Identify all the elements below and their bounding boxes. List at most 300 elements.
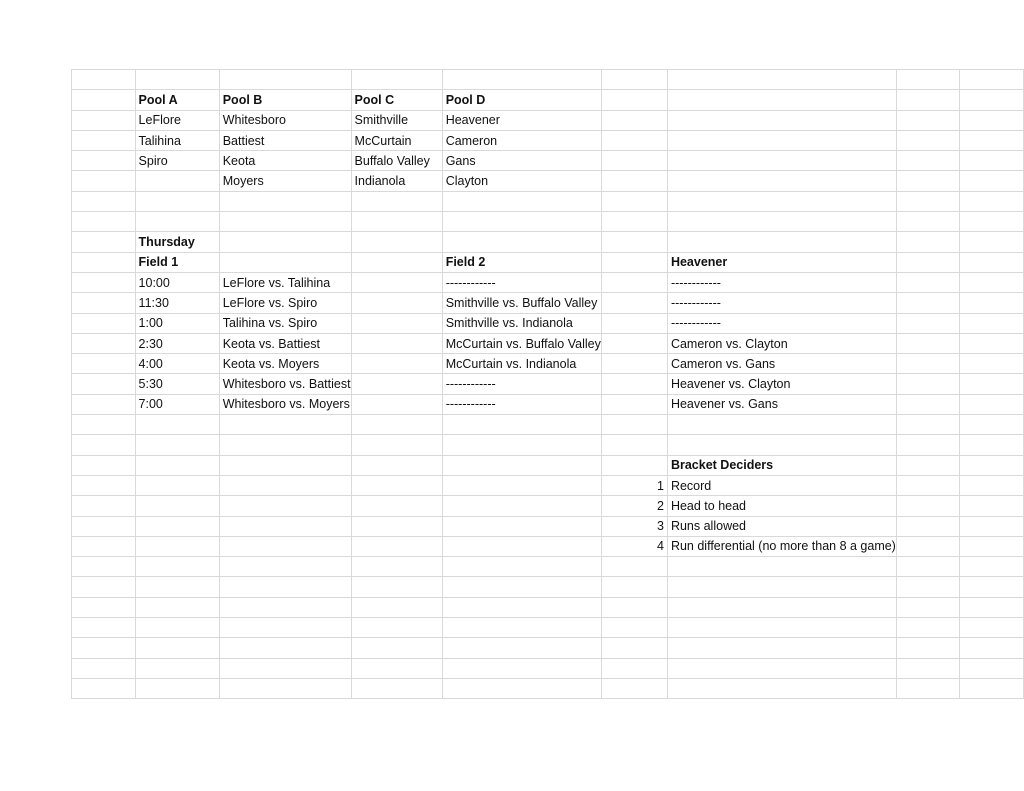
cell[interactable] — [351, 70, 442, 90]
cell[interactable] — [601, 354, 667, 374]
pool-team-cell[interactable]: Whitesboro — [219, 110, 351, 130]
cell[interactable] — [667, 435, 896, 455]
cell[interactable] — [667, 110, 896, 130]
cell[interactable] — [72, 354, 136, 374]
field-1-header[interactable]: Field 1 — [135, 252, 219, 272]
cell[interactable] — [960, 516, 1024, 536]
pool-header-row — [72, 90, 1024, 110]
cell[interactable] — [219, 212, 351, 232]
cell[interactable] — [601, 313, 667, 333]
cell[interactable] — [601, 618, 667, 638]
field-1-game[interactable]: Keota vs. Moyers — [219, 354, 351, 374]
cell[interactable] — [442, 435, 601, 455]
cell[interactable] — [896, 435, 960, 455]
cell[interactable] — [72, 110, 136, 130]
pool-team-cell[interactable]: Clayton — [442, 171, 601, 191]
cell[interactable] — [135, 618, 219, 638]
pool-team-row — [72, 171, 1024, 191]
cell[interactable] — [72, 516, 136, 536]
cell[interactable] — [601, 394, 667, 414]
cell[interactable] — [896, 536, 960, 556]
field-2-game[interactable]: Smithville vs. Indianola — [442, 313, 601, 333]
cell[interactable] — [351, 475, 442, 495]
cell[interactable] — [351, 394, 442, 414]
cell[interactable] — [442, 496, 601, 516]
cell[interactable] — [351, 252, 442, 272]
cell[interactable] — [351, 638, 442, 658]
cell[interactable] — [960, 475, 1024, 495]
bracket-item-row — [72, 496, 1024, 516]
cell[interactable] — [442, 536, 601, 556]
cell[interactable] — [135, 638, 219, 658]
cell[interactable] — [601, 232, 667, 252]
cell[interactable] — [667, 90, 896, 110]
cell[interactable] — [72, 374, 136, 394]
cell[interactable] — [667, 678, 896, 698]
heavener-field-header[interactable]: Heavener — [667, 252, 896, 272]
cell[interactable] — [442, 597, 601, 617]
cell[interactable] — [896, 455, 960, 475]
cell[interactable] — [896, 658, 960, 678]
cell[interactable] — [601, 658, 667, 678]
cell[interactable] — [135, 577, 219, 597]
bracket-item-row — [72, 536, 1024, 556]
cell[interactable] — [601, 678, 667, 698]
cell[interactable] — [219, 658, 351, 678]
cell[interactable] — [351, 191, 442, 211]
cell[interactable] — [351, 374, 442, 394]
cell[interactable] — [219, 577, 351, 597]
cell[interactable] — [219, 496, 351, 516]
cell[interactable] — [601, 333, 667, 353]
field-1-game[interactable]: Whitesboro vs. Battiest — [219, 374, 351, 394]
cell[interactable] — [601, 90, 667, 110]
cell[interactable] — [72, 232, 136, 252]
cell[interactable] — [135, 415, 219, 435]
pool-team-cell[interactable]: Spiro — [135, 151, 219, 171]
cell[interactable] — [960, 557, 1024, 577]
heavener-game[interactable]: ------------ — [667, 313, 896, 333]
pool-team-cell[interactable] — [135, 171, 219, 191]
cell[interactable] — [72, 90, 136, 110]
cell[interactable] — [667, 557, 896, 577]
cell[interactable] — [896, 496, 960, 516]
cell[interactable] — [601, 597, 667, 617]
cell[interactable] — [219, 191, 351, 211]
cell[interactable] — [135, 658, 219, 678]
bracket-rank[interactable]: 3 — [601, 516, 667, 536]
cell[interactable] — [960, 415, 1024, 435]
pool-team-cell[interactable]: LeFlore — [135, 110, 219, 130]
day-row — [72, 232, 1024, 252]
cell[interactable] — [351, 212, 442, 232]
heavener-game[interactable]: Heavener vs. Gans — [667, 394, 896, 414]
cell[interactable] — [601, 252, 667, 272]
cell[interactable] — [960, 333, 1024, 353]
cell[interactable] — [667, 130, 896, 150]
cell[interactable] — [960, 191, 1024, 211]
cell[interactable] — [601, 70, 667, 90]
cell[interactable] — [601, 130, 667, 150]
cell[interactable] — [72, 597, 136, 617]
heavener-game[interactable]: ------------ — [667, 272, 896, 292]
cell[interactable] — [896, 252, 960, 272]
cell[interactable] — [351, 536, 442, 556]
cell[interactable] — [960, 110, 1024, 130]
sheet-row — [72, 638, 1024, 658]
pool-team-cell[interactable]: Keota — [219, 151, 351, 171]
cell[interactable] — [960, 597, 1024, 617]
field-1-game[interactable]: LeFlore vs. Spiro — [219, 293, 351, 313]
cell[interactable] — [351, 333, 442, 353]
cell[interactable] — [960, 171, 1024, 191]
cell[interactable] — [896, 415, 960, 435]
cell[interactable] — [896, 638, 960, 658]
cell[interactable] — [960, 130, 1024, 150]
field-2-game[interactable]: ------------ — [442, 272, 601, 292]
cell[interactable] — [601, 577, 667, 597]
cell[interactable] — [667, 658, 896, 678]
cell[interactable] — [601, 374, 667, 394]
cell[interactable] — [351, 272, 442, 292]
cell[interactable] — [442, 678, 601, 698]
pool-a-header[interactable]: Pool A — [135, 90, 219, 110]
cell[interactable] — [960, 455, 1024, 475]
cell[interactable] — [72, 577, 136, 597]
cell[interactable] — [442, 191, 601, 211]
game-time[interactable]: 2:30 — [135, 333, 219, 353]
cell[interactable] — [135, 496, 219, 516]
heavener-game[interactable]: Heavener vs. Clayton — [667, 374, 896, 394]
pool-team-cell[interactable]: Battiest — [219, 130, 351, 150]
bracket-rank[interactable]: 4 — [601, 536, 667, 556]
cell[interactable] — [219, 455, 351, 475]
cell[interactable] — [896, 130, 960, 150]
cell[interactable] — [896, 313, 960, 333]
cell[interactable] — [601, 293, 667, 313]
cell[interactable] — [72, 475, 136, 495]
sheet-row — [72, 191, 1024, 211]
sheet-row — [72, 658, 1024, 678]
cell[interactable] — [896, 577, 960, 597]
cell[interactable] — [135, 536, 219, 556]
cell[interactable] — [960, 496, 1024, 516]
cell[interactable] — [960, 232, 1024, 252]
cell[interactable] — [219, 232, 351, 252]
game-row — [72, 374, 1024, 394]
bracket-rank[interactable]: 2 — [601, 496, 667, 516]
cell[interactable] — [72, 313, 136, 333]
pool-team-cell[interactable]: Heavener — [442, 110, 601, 130]
cell[interactable] — [219, 516, 351, 536]
cell[interactable] — [219, 678, 351, 698]
cell[interactable] — [219, 557, 351, 577]
bracket-item-row — [72, 475, 1024, 495]
cell[interactable] — [960, 374, 1024, 394]
cell[interactable] — [896, 171, 960, 191]
bracket-criterion[interactable]: Record — [667, 475, 896, 495]
cell[interactable] — [896, 516, 960, 536]
cell[interactable] — [72, 293, 136, 313]
bracket-criterion[interactable]: Head to head — [667, 496, 896, 516]
cell[interactable] — [135, 678, 219, 698]
cell[interactable] — [442, 70, 601, 90]
pool-team-cell[interactable]: Cameron — [442, 130, 601, 150]
game-row — [72, 333, 1024, 353]
bracket-criterion[interactable]: Runs allowed — [667, 516, 896, 536]
pool-team-cell[interactable]: Smithville — [351, 110, 442, 130]
sheet-row — [72, 577, 1024, 597]
sheet-row — [72, 678, 1024, 698]
heavener-game[interactable]: Cameron vs. Gans — [667, 354, 896, 374]
cell[interactable] — [601, 435, 667, 455]
cell[interactable] — [351, 597, 442, 617]
cell[interactable] — [351, 496, 442, 516]
cell[interactable] — [72, 415, 136, 435]
cell[interactable] — [960, 577, 1024, 597]
field-2-game[interactable]: McCurtain vs. Indianola — [442, 354, 601, 374]
cell[interactable] — [442, 232, 601, 252]
game-time[interactable]: 10:00 — [135, 272, 219, 292]
cell[interactable] — [219, 618, 351, 638]
cell[interactable] — [219, 536, 351, 556]
cell[interactable] — [442, 618, 601, 638]
bracket-rank[interactable]: 1 — [601, 475, 667, 495]
cell[interactable] — [351, 232, 442, 252]
cell[interactable] — [351, 455, 442, 475]
cell[interactable] — [351, 577, 442, 597]
cell[interactable] — [351, 678, 442, 698]
pool-team-cell[interactable]: McCurtain — [351, 130, 442, 150]
cell[interactable] — [72, 333, 136, 353]
cell[interactable] — [601, 557, 667, 577]
cell[interactable] — [960, 618, 1024, 638]
cell[interactable] — [601, 171, 667, 191]
cell[interactable] — [72, 191, 136, 211]
cell[interactable] — [72, 557, 136, 577]
cell[interactable] — [960, 658, 1024, 678]
cell[interactable] — [72, 252, 136, 272]
cell[interactable] — [72, 638, 136, 658]
cell[interactable] — [351, 557, 442, 577]
cell[interactable] — [896, 374, 960, 394]
cell[interactable] — [601, 191, 667, 211]
cell[interactable] — [667, 618, 896, 638]
cell[interactable] — [219, 70, 351, 90]
cell[interactable] — [960, 435, 1024, 455]
cell[interactable] — [219, 415, 351, 435]
cell[interactable] — [667, 151, 896, 171]
cell[interactable] — [135, 435, 219, 455]
pool-team-cell[interactable]: Talihina — [135, 130, 219, 150]
pool-c-header[interactable]: Pool C — [351, 90, 442, 110]
day-heading[interactable]: Thursday — [135, 232, 219, 252]
cell[interactable] — [896, 597, 960, 617]
cell[interactable] — [960, 252, 1024, 272]
cell[interactable] — [667, 597, 896, 617]
cell[interactable] — [135, 516, 219, 536]
cell[interactable] — [667, 171, 896, 191]
cell[interactable] — [442, 577, 601, 597]
cell[interactable] — [896, 618, 960, 638]
cell[interactable] — [442, 557, 601, 577]
cell[interactable] — [442, 455, 601, 475]
field-1-game[interactable]: Keota vs. Battiest — [219, 333, 351, 353]
cell[interactable] — [219, 638, 351, 658]
cell[interactable] — [219, 475, 351, 495]
cell[interactable] — [896, 293, 960, 313]
pool-b-header[interactable]: Pool B — [219, 90, 351, 110]
cell[interactable] — [960, 394, 1024, 414]
cell[interactable] — [72, 272, 136, 292]
cell[interactable] — [896, 333, 960, 353]
sheet-row — [72, 618, 1024, 638]
cell[interactable] — [960, 90, 1024, 110]
field-2-header[interactable]: Field 2 — [442, 252, 601, 272]
cell[interactable] — [896, 354, 960, 374]
cell[interactable] — [135, 475, 219, 495]
cell[interactable] — [896, 90, 960, 110]
pool-team-cell[interactable]: Gans — [442, 151, 601, 171]
cell[interactable] — [351, 435, 442, 455]
cell[interactable] — [135, 212, 219, 232]
cell[interactable] — [896, 212, 960, 232]
cell[interactable] — [72, 435, 136, 455]
cell[interactable] — [135, 557, 219, 577]
cell[interactable] — [351, 313, 442, 333]
pool-d-header[interactable]: Pool D — [442, 90, 601, 110]
cell[interactable] — [351, 415, 442, 435]
cell[interactable] — [601, 110, 667, 130]
cell[interactable] — [442, 658, 601, 678]
field-2-game[interactable]: ------------ — [442, 374, 601, 394]
cell[interactable] — [960, 293, 1024, 313]
cell[interactable] — [72, 151, 136, 171]
pool-team-row — [72, 110, 1024, 130]
cell[interactable] — [667, 70, 896, 90]
cell[interactable] — [72, 212, 136, 232]
cell[interactable] — [219, 597, 351, 617]
cell[interactable] — [351, 293, 442, 313]
sheet-row — [72, 212, 1024, 232]
cell[interactable] — [601, 151, 667, 171]
cell[interactable] — [601, 455, 667, 475]
cell[interactable] — [72, 455, 136, 475]
cell[interactable] — [72, 536, 136, 556]
field-2-game[interactable]: Smithville vs. Buffalo Valley — [442, 293, 601, 313]
cell[interactable] — [72, 618, 136, 638]
field-1-game[interactable]: Whitesboro vs. Moyers — [219, 394, 351, 414]
cell[interactable] — [960, 212, 1024, 232]
cell[interactable] — [442, 516, 601, 536]
cell[interactable] — [896, 475, 960, 495]
game-time[interactable]: 5:30 — [135, 374, 219, 394]
cell[interactable] — [960, 638, 1024, 658]
field-1-game[interactable]: Talihina vs. Spiro — [219, 313, 351, 333]
cell[interactable] — [896, 232, 960, 252]
cell[interactable] — [72, 658, 136, 678]
cell[interactable] — [896, 272, 960, 292]
cell[interactable] — [135, 455, 219, 475]
pool-team-cell[interactable]: Buffalo Valley — [351, 151, 442, 171]
cell[interactable] — [442, 638, 601, 658]
cell[interactable] — [667, 638, 896, 658]
game-time[interactable]: 1:00 — [135, 313, 219, 333]
bracket-deciders-title[interactable]: Bracket Deciders — [667, 455, 896, 475]
cell[interactable] — [960, 70, 1024, 90]
cell[interactable] — [72, 496, 136, 516]
cell[interactable] — [601, 272, 667, 292]
field-1-game[interactable]: LeFlore vs. Talihina — [219, 272, 351, 292]
game-time[interactable]: 11:30 — [135, 293, 219, 313]
cell[interactable] — [896, 151, 960, 171]
heavener-game[interactable]: ------------ — [667, 293, 896, 313]
cell[interactable] — [351, 354, 442, 374]
game-time[interactable]: 4:00 — [135, 354, 219, 374]
pool-team-cell[interactable]: Indianola — [351, 171, 442, 191]
game-time[interactable]: 7:00 — [135, 394, 219, 414]
cell[interactable] — [667, 577, 896, 597]
cell[interactable] — [667, 415, 896, 435]
cell[interactable] — [960, 536, 1024, 556]
cell[interactable] — [896, 191, 960, 211]
cell[interactable] — [72, 171, 136, 191]
cell[interactable] — [896, 110, 960, 130]
cell[interactable] — [351, 516, 442, 536]
field-2-game[interactable]: McCurtain vs. Buffalo Valley — [442, 333, 601, 353]
field-2-game[interactable]: ------------ — [442, 394, 601, 414]
cell[interactable] — [72, 394, 136, 414]
cell[interactable] — [960, 678, 1024, 698]
cell[interactable] — [896, 70, 960, 90]
sheet-row — [72, 435, 1024, 455]
heavener-game[interactable]: Cameron vs. Clayton — [667, 333, 896, 353]
cell[interactable] — [72, 130, 136, 150]
cell[interactable] — [72, 70, 136, 90]
cell[interactable] — [896, 557, 960, 577]
cell[interactable] — [135, 191, 219, 211]
cell[interactable] — [135, 70, 219, 90]
cell[interactable] — [351, 658, 442, 678]
cell[interactable] — [667, 212, 896, 232]
cell[interactable] — [601, 638, 667, 658]
game-row — [72, 394, 1024, 414]
sheet-row — [72, 70, 1024, 90]
cell[interactable] — [219, 435, 351, 455]
cell[interactable] — [960, 272, 1024, 292]
cell[interactable] — [351, 618, 442, 638]
cell[interactable] — [601, 415, 667, 435]
cell[interactable] — [72, 678, 136, 698]
pool-team-row — [72, 151, 1024, 171]
cell[interactable] — [667, 232, 896, 252]
cell[interactable] — [667, 191, 896, 211]
cell[interactable] — [135, 597, 219, 617]
cell[interactable] — [960, 151, 1024, 171]
pool-team-cell[interactable]: Moyers — [219, 171, 351, 191]
cell[interactable] — [442, 475, 601, 495]
cell[interactable] — [601, 212, 667, 232]
bracket-criterion[interactable]: Run differential (no more than 8 a game) — [667, 536, 896, 556]
cell[interactable] — [442, 212, 601, 232]
cell[interactable] — [960, 354, 1024, 374]
cell[interactable] — [896, 678, 960, 698]
cell[interactable] — [896, 394, 960, 414]
cell[interactable] — [960, 313, 1024, 333]
cell[interactable] — [442, 415, 601, 435]
cell[interactable] — [219, 252, 351, 272]
bracket-title-row — [72, 455, 1024, 475]
